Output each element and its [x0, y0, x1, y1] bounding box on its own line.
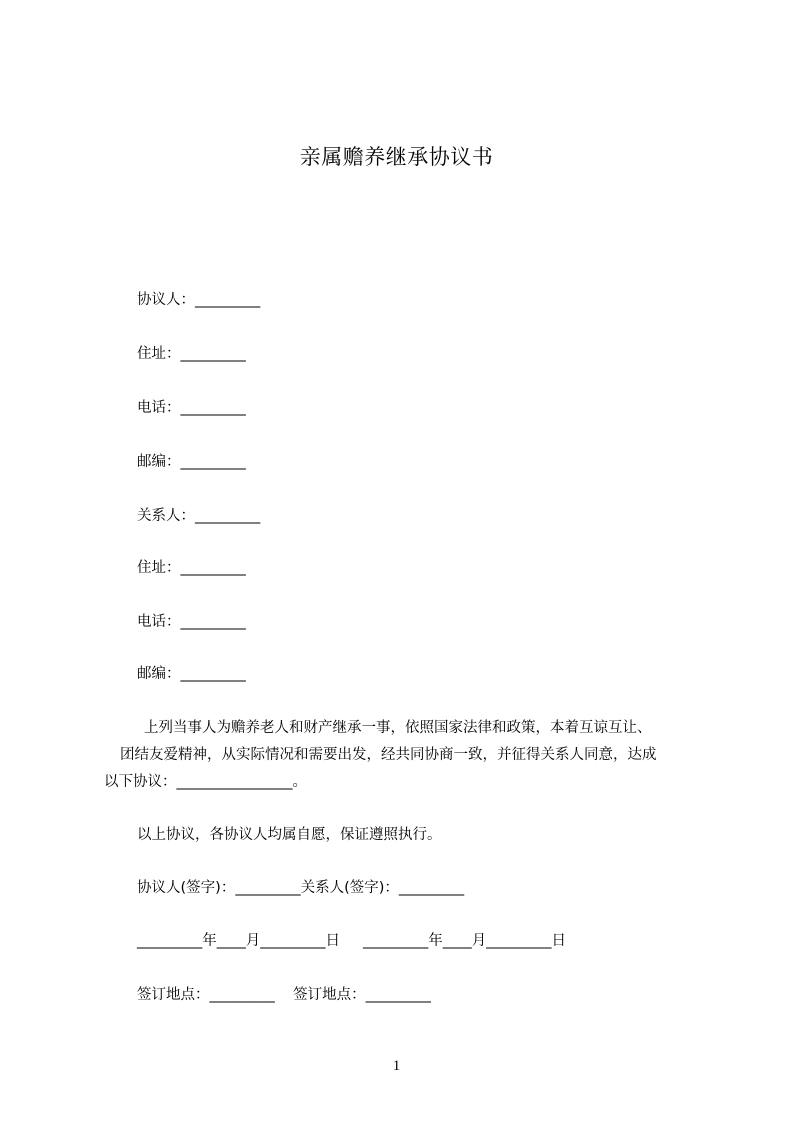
related-party-postcode-field: 邮编：_________: [137, 666, 246, 682]
document-title: 亲属赡养继承协议书: [299, 145, 494, 169]
page-number: 1: [392, 1058, 401, 1074]
body-paragraph-line-3: 以下协议：________________。: [104, 774, 307, 790]
party-agreer-address-field: 住址：_________: [137, 346, 246, 362]
related-party-address-field: 住址：_________: [137, 560, 246, 576]
body-paragraph-line-2: 团结友爱精神，从实际情况和需要出发，经共同协商一致，并征得关系人同意，达成: [120, 747, 657, 763]
party-agreer-postcode-field: 邮编：_________: [137, 454, 246, 470]
party-agreer-phone-field: 电话：_________: [137, 400, 246, 416]
date-line: _________年____月_________日 _________年____月_________日: [137, 933, 567, 949]
related-party-field: 关系人：_________: [137, 508, 261, 524]
body-paragraph-line-1: 上列当事人为赡养老人和财产继承一事，依照国家法律和政策，本着互谅互让、: [144, 720, 652, 736]
closing-statement: 以上协议，各协议人均属自愿，保证遵照执行。: [137, 827, 442, 843]
party-agreer-field: 协议人：_________: [137, 292, 261, 308]
related-party-phone-field: 电话：_________: [137, 614, 246, 630]
signature-line: 协议人(签字)：_________关系人(签字)：_________: [137, 880, 465, 896]
signing-place-line: 签订地点：_________ 签订地点：_________: [137, 987, 431, 1003]
